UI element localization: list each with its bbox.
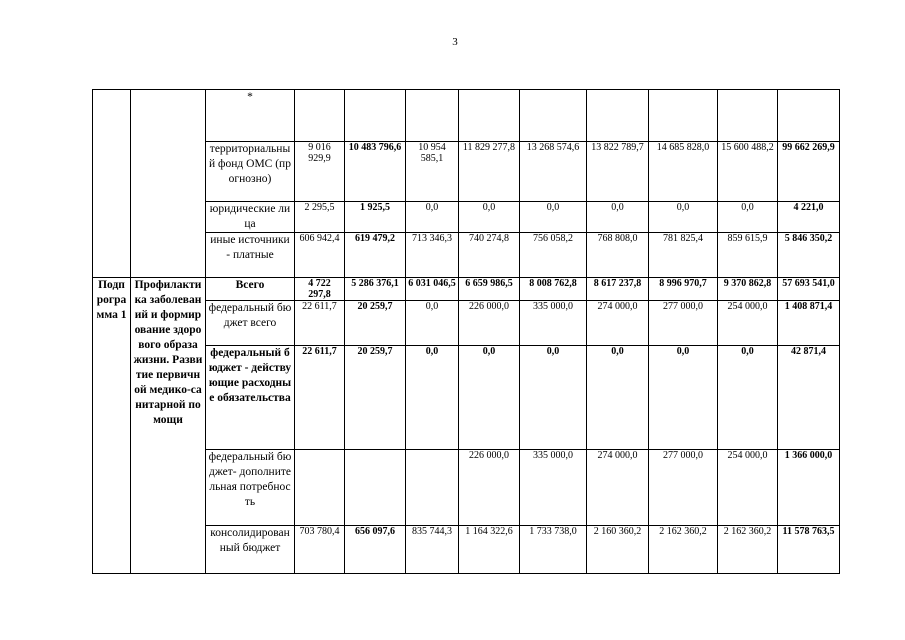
- value-cell: 13 268 574,6: [520, 142, 587, 202]
- value-cell: 2 162 360,2: [649, 526, 718, 574]
- source-cell: консолидированный бюджет: [206, 526, 295, 574]
- value-cell: 0,0: [649, 346, 718, 450]
- value-cell: 15 600 488,2: [718, 142, 778, 202]
- value-cell: 13 822 789,7: [587, 142, 649, 202]
- value-cell: 10 483 796,6: [345, 142, 406, 202]
- subprogram-label: Подпрограмма 1: [93, 278, 131, 574]
- value-cell: 2 295,5: [295, 202, 345, 233]
- value-cell: 0,0: [459, 346, 520, 450]
- value-cell: 5 846 350,2: [778, 233, 840, 278]
- value-cell: 5 286 376,1: [345, 278, 406, 301]
- value-cell: 335 000,0: [520, 450, 587, 526]
- value-cell: 4 221,0: [778, 202, 840, 233]
- value-cell: 0,0: [406, 301, 459, 346]
- source-cell: Всего: [206, 278, 295, 301]
- value-cell: 6 659 986,5: [459, 278, 520, 301]
- value-cell: 859 615,9: [718, 233, 778, 278]
- value-cell: 254 000,0: [718, 301, 778, 346]
- value-cell: 781 825,4: [649, 233, 718, 278]
- page-number: 3: [452, 36, 458, 48]
- value-cell: 9 016 929,9: [295, 142, 345, 202]
- value-cell: 0,0: [718, 346, 778, 450]
- value-cell: 8 617 237,8: [587, 278, 649, 301]
- value-cell: 1 925,5: [345, 202, 406, 233]
- value-cell: 0,0: [718, 202, 778, 233]
- table-row: [93, 346, 840, 450]
- empty-cell: [93, 90, 131, 278]
- value-cell: 835 744,3: [406, 526, 459, 574]
- value-cell: 10 954 585,1: [406, 142, 459, 202]
- value-cell: 11 829 277,8: [459, 142, 520, 202]
- value-cell: 20 259,7: [345, 301, 406, 346]
- value-cell: 1 366 000,0: [778, 450, 840, 526]
- value-cell: 22 611,7: [295, 301, 345, 346]
- value-cell: 9 370 862,8: [718, 278, 778, 301]
- subprogram-name: Профилактика заболеваний и формирование здорового образа жизни. Развитие первичной медико-санитарной помощи: [131, 278, 206, 574]
- value-cell: [778, 90, 840, 142]
- value-cell: 713 346,3: [406, 233, 459, 278]
- value-cell: [406, 450, 459, 526]
- value-cell: 277 000,0: [649, 450, 718, 526]
- value-cell: 0,0: [406, 346, 459, 450]
- value-cell: 656 097,6: [345, 526, 406, 574]
- value-cell: 254 000,0: [718, 450, 778, 526]
- value-cell: [295, 90, 345, 142]
- value-cell: 8 996 970,7: [649, 278, 718, 301]
- value-cell: 335 000,0: [520, 301, 587, 346]
- value-cell: 2 162 360,2: [718, 526, 778, 574]
- budget-table: [92, 89, 840, 574]
- value-cell: 1 408 871,4: [778, 301, 840, 346]
- table-row: [93, 301, 840, 346]
- value-cell: [345, 90, 406, 142]
- value-cell: 6 031 046,5: [406, 278, 459, 301]
- value-cell: 756 058,2: [520, 233, 587, 278]
- value-cell: 619 479,2: [345, 233, 406, 278]
- value-cell: 11 578 763,5: [778, 526, 840, 574]
- value-cell: 703 780,4: [295, 526, 345, 574]
- value-cell: [295, 450, 345, 526]
- value-cell: 22 611,7: [295, 346, 345, 450]
- value-cell: 0,0: [587, 202, 649, 233]
- source-cell: федеральный бюджет - действующие расходные обязательства: [206, 346, 295, 450]
- value-cell: 226 000,0: [459, 450, 520, 526]
- value-cell: 0,0: [649, 202, 718, 233]
- table-row: [93, 142, 840, 202]
- table-row: [93, 233, 840, 278]
- table-row: [93, 278, 840, 301]
- value-cell: 606 942,4: [295, 233, 345, 278]
- source-cell: федеральный бюджет всего: [206, 301, 295, 346]
- value-cell: [345, 450, 406, 526]
- value-cell: 740 274,8: [459, 233, 520, 278]
- value-cell: 226 000,0: [459, 301, 520, 346]
- source-cell: территориальный фонд ОМС (прогнозно): [206, 142, 295, 202]
- source-cell: юридические лица: [206, 202, 295, 233]
- value-cell: 274 000,0: [587, 450, 649, 526]
- source-cell: иные источники - платные: [206, 233, 295, 278]
- value-cell: 57 693 541,0: [778, 278, 840, 301]
- value-cell: 42 871,4: [778, 346, 840, 450]
- table-row: [93, 202, 840, 233]
- value-cell: 0,0: [406, 202, 459, 233]
- source-cell: *: [206, 90, 295, 142]
- value-cell: 1 164 322,6: [459, 526, 520, 574]
- table-row: [93, 450, 840, 526]
- value-cell: 4 722 297,8: [295, 278, 345, 301]
- value-cell: 20 259,7: [345, 346, 406, 450]
- empty-cell: [131, 90, 206, 278]
- value-cell: 0,0: [459, 202, 520, 233]
- value-cell: 274 000,0: [587, 301, 649, 346]
- value-cell: 277 000,0: [649, 301, 718, 346]
- value-cell: 1 733 738,0: [520, 526, 587, 574]
- table-row: [93, 526, 840, 574]
- source-cell: федеральный бюджет- дополнительная потребность: [206, 450, 295, 526]
- value-cell: 768 808,0: [587, 233, 649, 278]
- value-cell: 8 008 762,8: [520, 278, 587, 301]
- value-cell: 2 160 360,2: [587, 526, 649, 574]
- value-cell: [520, 90, 587, 142]
- value-cell: 0,0: [520, 202, 587, 233]
- value-cell: 99 662 269,9: [778, 142, 840, 202]
- value-cell: 0,0: [587, 346, 649, 450]
- value-cell: [587, 90, 649, 142]
- value-cell: [718, 90, 778, 142]
- value-cell: [459, 90, 520, 142]
- value-cell: [406, 90, 459, 142]
- value-cell: 14 685 828,0: [649, 142, 718, 202]
- value-cell: 0,0: [520, 346, 587, 450]
- table-row: [93, 90, 840, 142]
- value-cell: [649, 90, 718, 142]
